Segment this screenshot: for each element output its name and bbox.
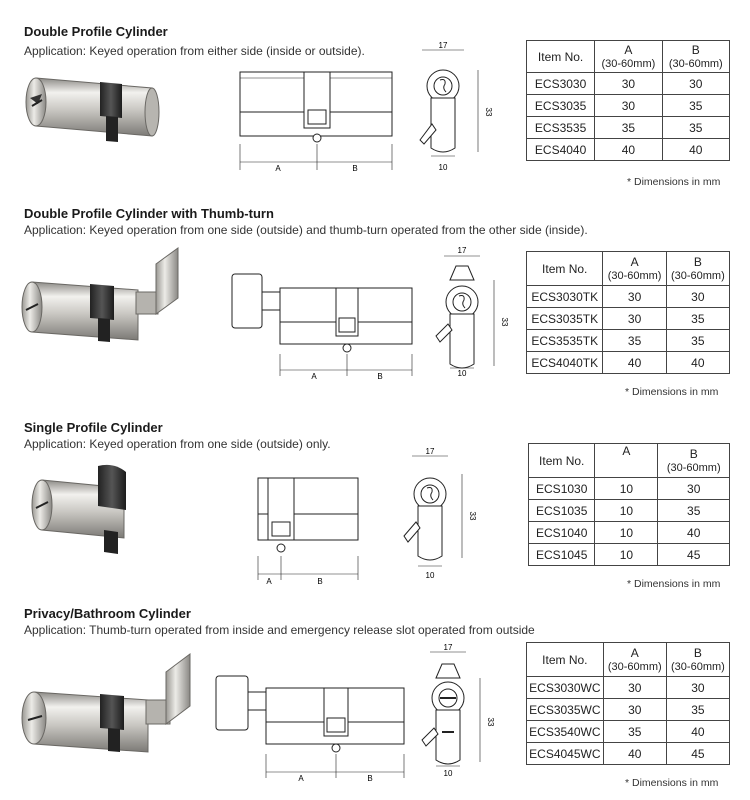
dim-height-label: 33 (468, 511, 477, 521)
col-a-header: A (30-60mm) (603, 252, 666, 286)
table-row: ECS1030 10 30 (529, 478, 730, 500)
table-row: ECS3035 30 35 (527, 95, 730, 117)
col-a-header: A (30-60mm) (603, 643, 666, 677)
dim-height-label: 33 (486, 717, 495, 727)
table-row: ECS3030 30 30 (527, 73, 730, 95)
spec-table (528, 443, 730, 566)
table-row: ECS4045WC 40 45 (527, 743, 730, 765)
section-application: Application: Keyed operation from one side (outside) and thumb-turn operated from the other side (inside). (24, 223, 588, 237)
dim-b-label: B (367, 774, 373, 783)
col-b-header: B (30-60mm) (666, 252, 729, 286)
front-view-drawing (398, 444, 488, 584)
col-b-header: B (30-60mm) (666, 643, 729, 677)
section-application: Application: Keyed operation from either side (inside or outside). (24, 44, 365, 58)
section-privacy-bathroom (0, 600, 750, 800)
dimensions-note: * Dimensions in mm (625, 777, 719, 789)
table-row: ECS4040 40 40 (527, 139, 730, 161)
dim-b-label: B (377, 372, 383, 381)
table-row: ECS4040TK 40 40 (527, 352, 730, 374)
dim-a-label: A (298, 774, 304, 783)
table-row: ECS3535 35 35 (527, 117, 730, 139)
table-row: ECS3030TK 30 30 (527, 286, 730, 308)
side-view-drawing (248, 470, 368, 592)
table-row: ECS3035TK 30 35 (527, 308, 730, 330)
cylinder-photo (22, 60, 162, 148)
col-a-header: A (30-60mm) (595, 41, 662, 73)
side-view-drawing (212, 668, 412, 788)
spec-table (526, 251, 730, 374)
table-row: ECS1035 10 35 (529, 500, 730, 522)
dim-offset-label: 10 (457, 369, 467, 378)
dim-width-label: 17 (443, 643, 453, 652)
table-row: ECS3540WC 35 40 (527, 721, 730, 743)
spec-table (526, 642, 730, 765)
section-title: Privacy/Bathroom Cylinder (24, 606, 191, 621)
col-b-header: B (30-60mm) (658, 444, 730, 478)
table-row: ECS3030WC 30 30 (527, 677, 730, 699)
col-a-header: A (595, 444, 658, 478)
section-title: Double Profile Cylinder (24, 24, 168, 39)
table-row: ECS1045 10 45 (529, 544, 730, 566)
cylinder-photo (18, 640, 198, 770)
table-row: ECS1040 10 40 (529, 522, 730, 544)
side-view-drawing (228, 266, 418, 386)
dim-width-label: 17 (425, 447, 435, 456)
section-double-profile (0, 0, 750, 200)
section-single-profile (0, 410, 750, 600)
cylinder-photo (28, 458, 148, 570)
section-title: Double Profile Cylinder with Thumb-turn (24, 206, 274, 221)
section-application: Application: Thumb-turn operated from inside and emergency release slot operated from outside (24, 623, 535, 637)
col-item-header: Item No. (529, 444, 595, 478)
front-view-drawing (412, 40, 502, 180)
col-b-header: B (30-60mm) (662, 41, 729, 73)
dim-a-label: A (311, 372, 317, 381)
table-row: ECS3035WC 30 35 (527, 699, 730, 721)
dim-height-label: 33 (484, 107, 493, 117)
dim-a-label: A (266, 577, 272, 586)
section-application: Application: Keyed operation from one side (outside) only. (24, 437, 331, 451)
dimensions-note: * Dimensions in mm (627, 176, 721, 188)
dim-offset-label: 10 (438, 163, 448, 172)
dim-a-label: A (275, 164, 281, 173)
col-item-header: Item No. (527, 643, 604, 677)
col-item-header: Item No. (527, 41, 595, 73)
front-view-drawing (430, 240, 520, 380)
section-title: Single Profile Cylinder (24, 420, 163, 435)
cylinder-photo (18, 242, 186, 362)
dim-offset-label: 10 (443, 769, 453, 778)
front-view-drawing (414, 642, 504, 782)
dim-offset-label: 10 (425, 571, 435, 580)
side-view-drawing (230, 58, 406, 182)
dimensions-note: * Dimensions in mm (627, 578, 721, 590)
spec-table (526, 40, 730, 161)
dim-width-label: 17 (438, 41, 448, 50)
dim-b-label: B (317, 577, 323, 586)
dim-width-label: 17 (457, 246, 467, 255)
col-item-header: Item No. (527, 252, 603, 286)
section-thumb-turn (0, 200, 750, 410)
dim-b-label: B (352, 164, 358, 173)
dim-height-label: 33 (500, 317, 509, 327)
table-row: ECS3535TK 35 35 (527, 330, 730, 352)
dimensions-note: * Dimensions in mm (625, 386, 719, 398)
